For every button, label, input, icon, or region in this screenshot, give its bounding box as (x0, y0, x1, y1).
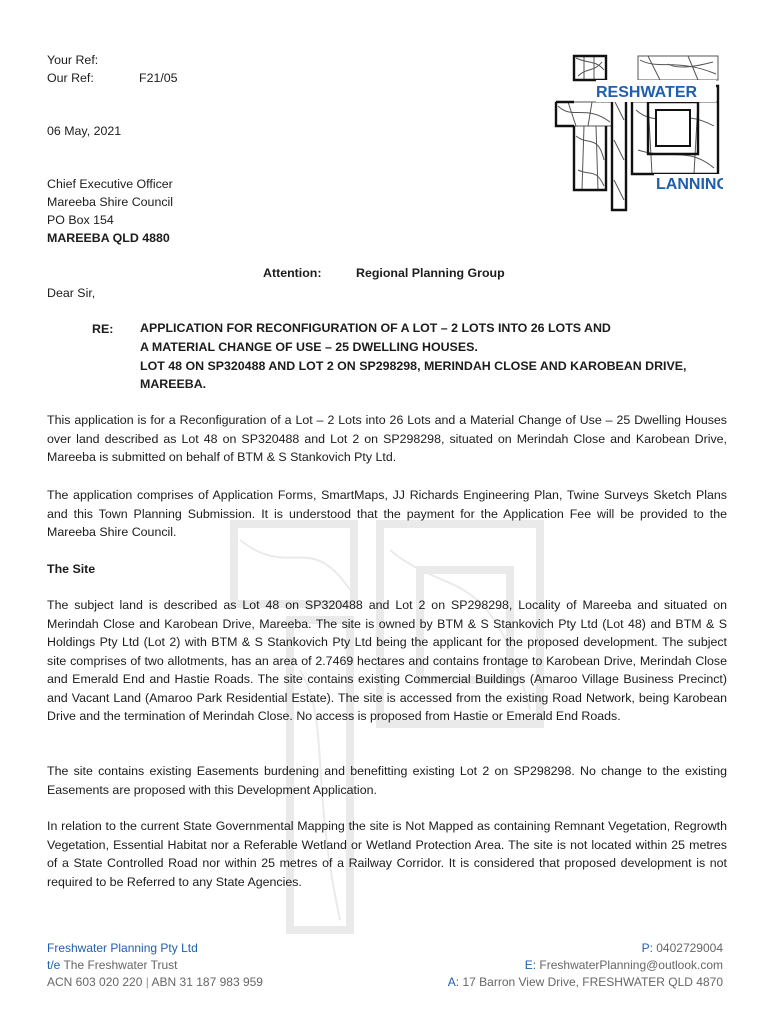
re-line-4: MAREEBA. (140, 377, 207, 392)
footer-te-label: t/e (47, 958, 61, 972)
paragraph-application: This application is for a Reconfiguration of a Lot – 2 Lots into 26 Lots and a Material Change of Use – 25 Dwelling Houses over land described as Lot 48 on SP320488 and Lot 2 on SP298298, situated on Merindah Close and Karobean Drive, Mareeba is submitted on behalf of BTM & S Stankovich Pty Ltd. (47, 413, 727, 464)
footer-address-row (448, 974, 723, 991)
footer-company-details (47, 940, 263, 991)
letter-date: 06 May, 2021 (47, 124, 122, 138)
footer-address-label: A: (447, 975, 460, 989)
re-line-2: A MATERIAL CHANGE OF USE – 25 DWELLING HOUSES. (140, 339, 478, 354)
footer-contact-details (448, 940, 723, 991)
recipient-line-3: PO Box 154 (47, 213, 114, 227)
footer-phone-label: P: (641, 941, 653, 955)
our-ref-row (47, 69, 178, 87)
footer-email-label: E: (524, 958, 537, 972)
logo-word-freshwater: RESHWATER (596, 84, 698, 101)
footer-company-name: Freshwater Planning Pty Ltd (47, 941, 198, 955)
re-label: RE: (92, 322, 114, 336)
recipient-line-4: MAREEBA QLD 4880 (47, 231, 170, 245)
our-ref-label: Our Ref: (47, 71, 94, 85)
paragraph-application-comprises: The application comprises of Application Forms, SmartMaps, JJ Richards Engineering Plan, Twine Surveys Sketch Plans and this Town Planning Submission. It is understood that the payment for the Application Fee will be provided to the Mareeba Shire Council. (47, 488, 727, 539)
re-line-1: APPLICATION FOR RECONFIGURATION OF A LOT – 2 LOTS INTO 26 LOTS AND (140, 321, 611, 335)
site-heading: The Site (47, 562, 96, 576)
footer-address: 17 Barron View Drive, FRESHWATER QLD 4870 (462, 975, 723, 989)
footer-registration-row: ACN 603 020 220 | ABN 31 187 983 959 (47, 975, 263, 989)
your-ref-row (47, 51, 139, 69)
salutation: Dear Sir, (47, 286, 96, 300)
attention-label: Attention: (263, 266, 322, 280)
paragraph-state-mapping: In relation to the current State Governmental Mapping the site is Not Mapped as containing Remnant Vegetation, Regrowth Vegetation, Essential Habitat nor a Referable Wetland or Wetland Protection Area. The site is not located within 25 metres of a State Controlled Road nor within 25 metres of a Railway Corridor. It is considered that proposed development is not required to be Referred to any State Agencies. (47, 819, 727, 889)
footer-phone-row (448, 940, 723, 957)
footer-email: FreshwaterPlanning@outlook.com (539, 958, 723, 972)
our-ref-value: F21/05 (139, 71, 178, 85)
re-line-3: LOT 48 ON SP320488 AND LOT 2 ON SP298298, MERINDAH CLOSE AND KAROBEAN DRIVE, (140, 358, 687, 373)
freshwater-planning-logo (548, 50, 723, 212)
footer-phone: 0402729004 (656, 941, 723, 955)
logo-word-planning: LANNING (656, 176, 723, 193)
recipient-address (47, 175, 173, 247)
footer-abn: ABN 31 187 983 959 (151, 975, 263, 989)
footer-trust-name: The Freshwater Trust (63, 958, 178, 972)
footer-trust-row (47, 957, 263, 974)
footer-acn: ACN 603 020 220 (47, 975, 143, 989)
your-ref-label: Your Ref: (47, 53, 99, 67)
footer-email-row (448, 957, 723, 974)
recipient-line-2: Mareeba Shire Council (47, 195, 174, 209)
paragraph-easements: The site contains existing Easements burdening and benefitting existing Lot 2 on SP298298. No change to the existing Easements are proposed with this Development Application. (47, 764, 727, 797)
recipient-line-1: Chief Executive Officer (47, 177, 173, 191)
paragraph-subject-land: The subject land is described as Lot 48 on SP320488 and Lot 2 on SP298298, Locality of Mareeba and situated on Merindah Close and Karobean Drive, Mareeba. The site is owned by BTM & S Stankovich Pty Ltd (Lot 48) and BTM & S Holdings Pty Ltd (Lot 2) with BTM & S Stankovich Pty Ltd being the applicant for the proposed development. The subject site comprises of two allotments, has an area of 2.7469 hectares and contains frontage to Karobean Drive, Merindah Close and Emerald End and Hastie Roads. The site contains existing Commercial Buildings (Amaroo Village Business Precinct) and Vacant Land (Amaroo Park Residential Estate). The site is accessed from the existing Road Network, being Karobean Drive and the termination of Merindah Close. No access is proposed from Hastie or Emerald End Roads. (47, 598, 727, 723)
logo-graphic (548, 50, 723, 212)
re-subject (140, 319, 720, 394)
attention-value: Regional Planning Group (356, 266, 505, 280)
